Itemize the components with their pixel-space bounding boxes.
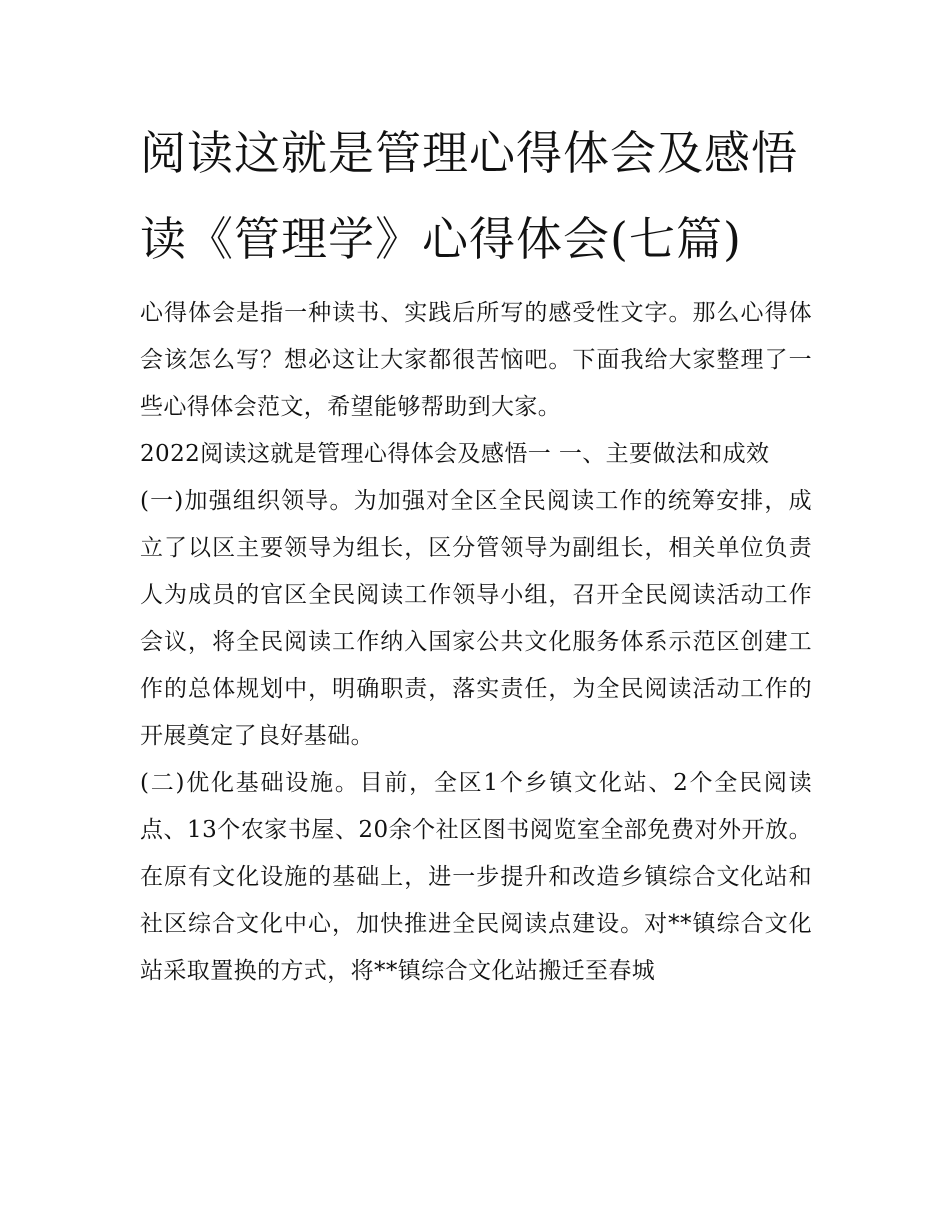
- section-heading: 2022阅读这就是管理心得体会及感悟一 一、主要做法和成效: [140, 441, 770, 467]
- document-page: [140, 110, 812, 995]
- body-paragraph-1: (一)加强组织领导。为加强对全区全民阅读工作的统筹安排，成立了以区主要领导为组长，区分管领导为副组长，相关单位负责人为成员的官区全民阅读工作领导小组，召开全民阅读活动工作会议，将全民阅读工作纳入国家公共文化服务体系示范区创建工作的总体规划中，明确职责，落实责任，为全民阅读活动工作的开展奠定了良好基础。: [140, 488, 812, 749]
- body-paragraph-2: (二)优化基础设施。目前，全区1个乡镇文化站、2个全民阅读点、13个农家书屋、20余个社区图书阅览室全部免费对外开放。在原有文化设施的基础上，进一步提升和改造乡镇综合文化站和社区综合文化中心，加快推进全民阅读点建设。对**镇综合文化站采取置换的方式，将**镇综合文化站搬迁至春城: [140, 770, 812, 984]
- intro-paragraph: 心得体会是指一种读书、实践后所写的感受性文字。那么心得体会该怎么写？想必这让大家都很苦恼吧。下面我给大家整理了一些心得体会范文，希望能够帮助到大家。: [140, 300, 812, 420]
- document-title: 阅读这就是管理心得体会及感悟 读《管理学》心得体会(七篇): [140, 126, 798, 266]
